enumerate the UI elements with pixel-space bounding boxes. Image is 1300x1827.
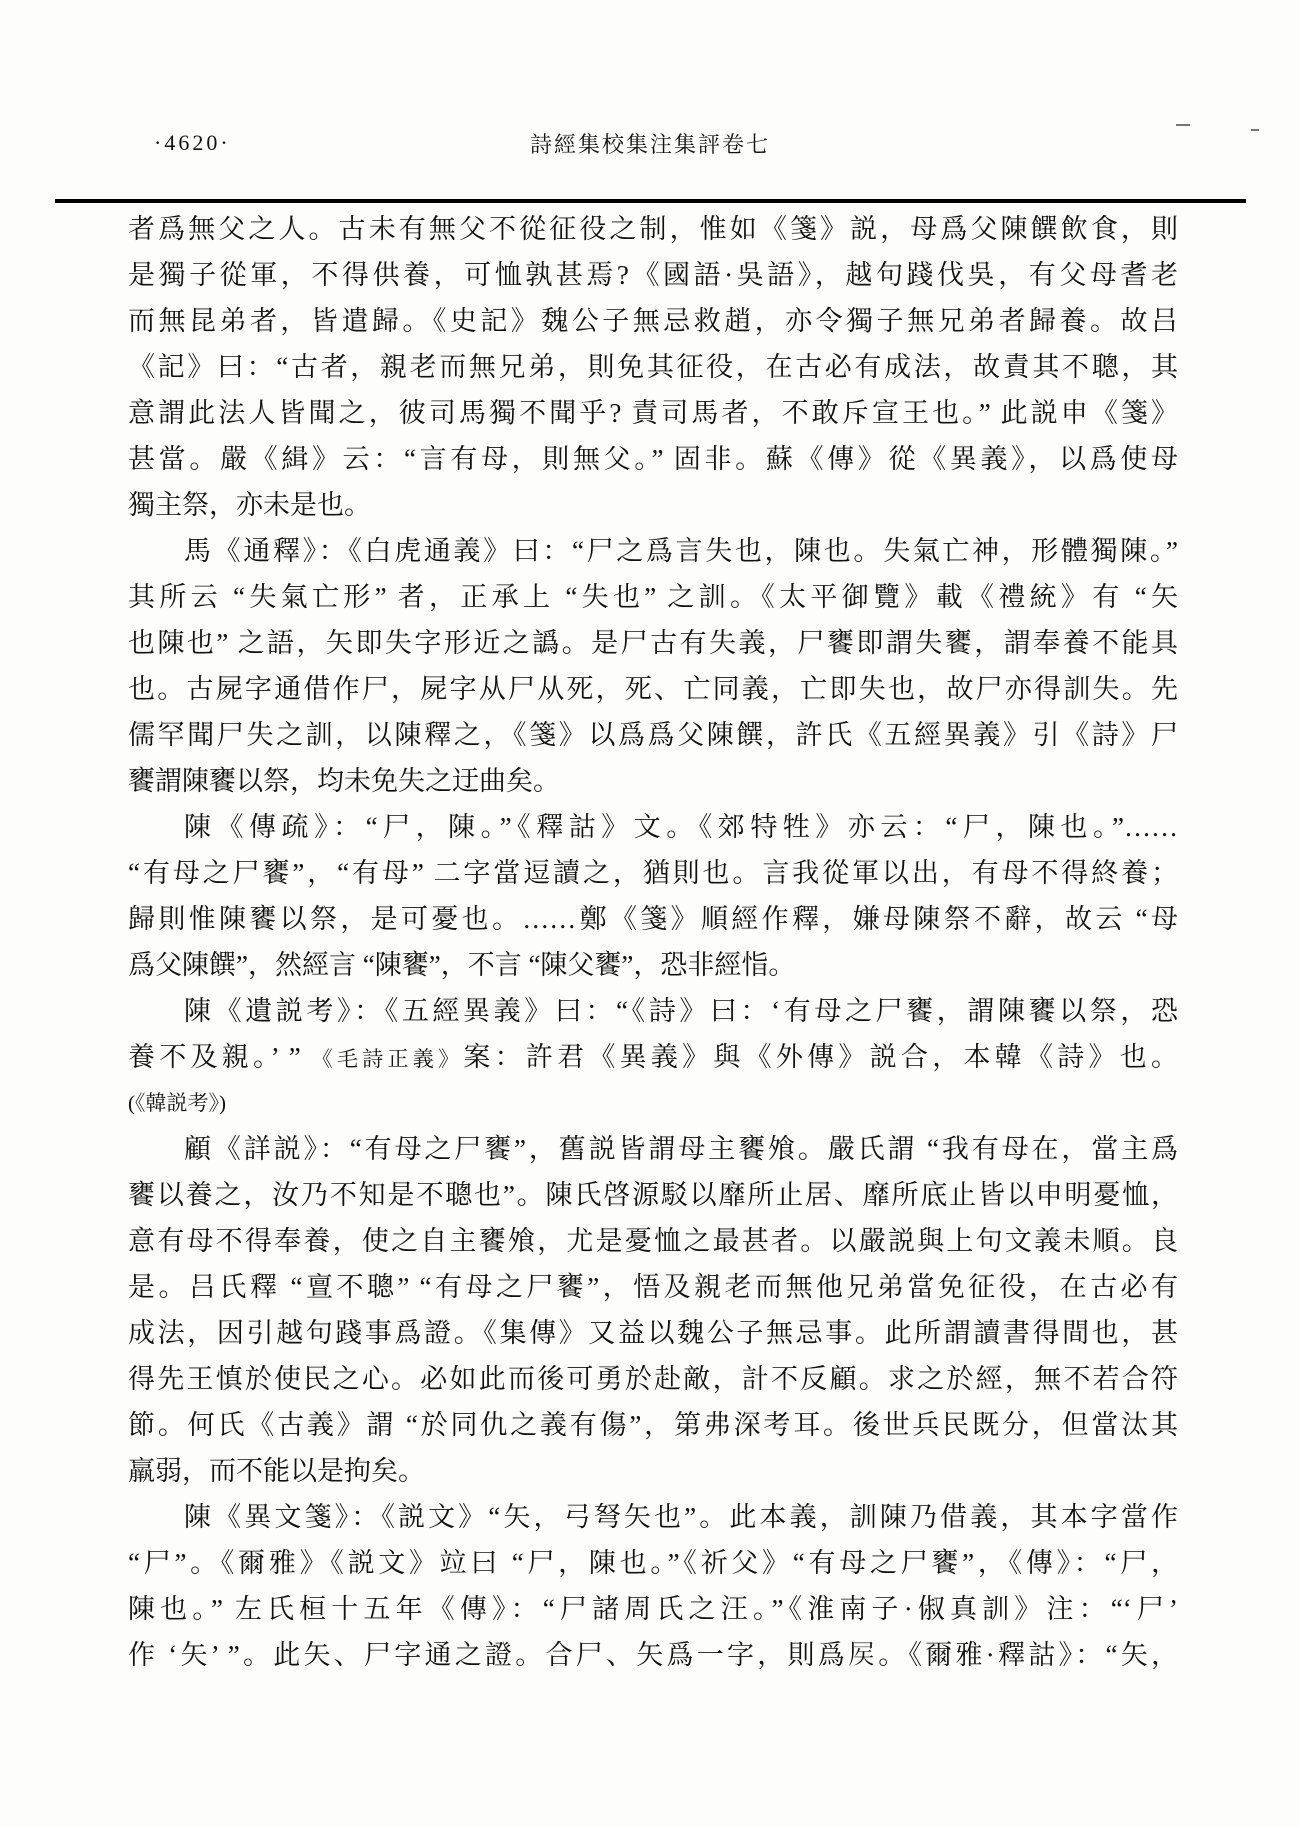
text-line: 儒罕聞尸失之訓，以陳釋之，《箋》以爲爲父陳饌，許氏《五經異義》引《詩》尸: [128, 720, 1178, 750]
text-line: 饔以養之，汝乃不知是不聰也”。陳氏啓源駁以靡所止居、靡所底止皆以申明憂恤，: [128, 1180, 1178, 1210]
text-line: 陳也。” 左氏桓十五年《傳》：“尸諸周氏之汪。”《淮南子·俶真訓》注：“‘尸’: [128, 1594, 1178, 1624]
text-line: 意有母不得奉養，使之自主饔飧，尤是憂恤之最甚者。以嚴説與上句文義未順。良: [128, 1226, 1178, 1256]
paragraph: [128, 804, 1178, 988]
header-divider-rule: [55, 199, 1246, 203]
text-line: 羸弱，而不能以是拘矣。: [128, 1456, 425, 1486]
text-line: “尸”。《爾雅》《説文》竝曰 “尸，陳也。”《祈父》“有母之尸饔”，《傳》：“尸，: [128, 1548, 1178, 1578]
paragraph: [128, 988, 1178, 1126]
text-line: 是。吕氏釋 “亶不聰” “有母之尸饔”，悟及親老而無他兄弟當免征役，在古必有: [128, 1272, 1178, 1302]
text-line: 也陳也” 之語，矢即失字形近之譌。是尸古有失義，尸饔即謂失饔，謂奉養不能具: [128, 628, 1178, 658]
page-number: ·4620·: [154, 130, 231, 155]
text-line: 節。何氏《古義》謂 “於同仇之義有傷”，第弗深考耳。後世兵民既分，但當汰其: [128, 1410, 1178, 1440]
text-line: 得先王慎於使民之心。必如此而後可勇於赴敵，計不反顧。求之於經，無不若合符: [128, 1364, 1178, 1394]
text-line: 陳《異文箋》：《説文》“矢，弓弩矢也”。此本義，訓陳乃借義，其本字當作: [184, 1502, 1178, 1532]
text-line: 歸則惟陳饔以祭，是可憂也。……鄭《箋》順經作釋，嫌母陳祭不辭，故云 “母: [128, 904, 1178, 934]
paragraph: [128, 206, 1178, 528]
text-line: [128, 1034, 1178, 1080]
paragraph: [128, 1494, 1178, 1678]
text-line: 獨主祭，亦未是也。: [128, 490, 371, 520]
text-line: 顧《詳説》：“有母之尸饔”，舊説皆謂母主饔飧。嚴氏謂 “我有母在，當主爲: [184, 1134, 1178, 1164]
paragraph: [128, 1126, 1178, 1494]
paragraph: [128, 528, 1178, 804]
text-segment: 案：許君《異義》與《外傳》説合，本韓《詩》也。: [463, 1042, 1178, 1072]
scan-artifact: [1251, 129, 1259, 131]
text-line: 馬《通釋》：《白虎通義》曰：“尸之爲言失也，陳也。失氣亡神，形體獨陳。”: [184, 536, 1178, 566]
text-line: 《記》曰：“古者，親老而無兄弟，則免其征役，在古必有成法，故責其不聰，其: [128, 352, 1178, 382]
text-line: 饔謂陳饔以祭，均未免失之迂曲矣。: [128, 766, 560, 796]
text-line: 陳《傳疏》：“尸，陳。”《釋詁》文。《郊特牲》亦云：“尸，陳也。”……: [184, 812, 1178, 842]
text-line: 其所云 “失氣亡形” 者，正承上 “失也” 之訓。《太平御覽》載《禮統》有 “矢: [128, 582, 1178, 612]
page-body: [128, 206, 1178, 1678]
text-line: 者爲無父之人。古未有無父不從征役之制，惟如《箋》説，母爲父陳饌飲食，則: [128, 214, 1178, 244]
text-line: 意謂此法人皆聞之，彼司馬獨不聞乎? 責司馬者，不敢斥宣王也。” 此説申《箋》: [128, 398, 1178, 428]
scan-artifact: [1176, 124, 1190, 126]
text-line: 爲父陳饌”，然經言 “陳饔”，不言 “陳父饔”，恐非經恉。: [128, 950, 796, 980]
text-line: “有母之尸饔”，“有母” 二字當逗讀之，猶則也。言我從軍以出，有母不得終養；: [128, 858, 1178, 888]
text-line: 是獨子從軍，不得供養，可恤孰甚焉?《國語·吳語》，越句踐伐吳，有父母耆老: [128, 260, 1178, 290]
text-segment: 養不及親。’ ”: [128, 1042, 312, 1072]
running-head-title: 詩經集校集注集評卷七: [529, 132, 770, 157]
text-line: 陳《遺説考》：《五經異義》曰：“《詩》曰：‘有母之尸饔，謂陳饔以祭，恐: [184, 996, 1178, 1026]
text-line: 也。古屍字通借作尸，屍字从尸从死，死、亡同義，亡即失也，故尸亦得訓失。先: [128, 674, 1178, 704]
text-line: 甚當。嚴《緝》云：“言有母，則無父。” 固非。蘇《傳》從《異義》，以爲使母: [128, 444, 1178, 474]
text-line: 而無昆弟者，皆遣歸。《史記》魏公子無忌救趙，亦令獨子無兄弟者歸養。故吕: [128, 306, 1178, 336]
text-line: 成法，因引越句踐事爲證。《集傳》又益以魏公子無忌事。此所謂讀書得間也，甚: [128, 1318, 1178, 1348]
source-note-line: (《韓説考》): [128, 1091, 226, 1115]
inline-source-note: 《毛詩正義》: [311, 1047, 464, 1071]
text-line: 作 ‘矢’ ”。此矢、尸字通之證。合尸、矢爲一字，則爲𡱁。《爾雅·釋詁》：“矢，: [128, 1640, 1178, 1670]
